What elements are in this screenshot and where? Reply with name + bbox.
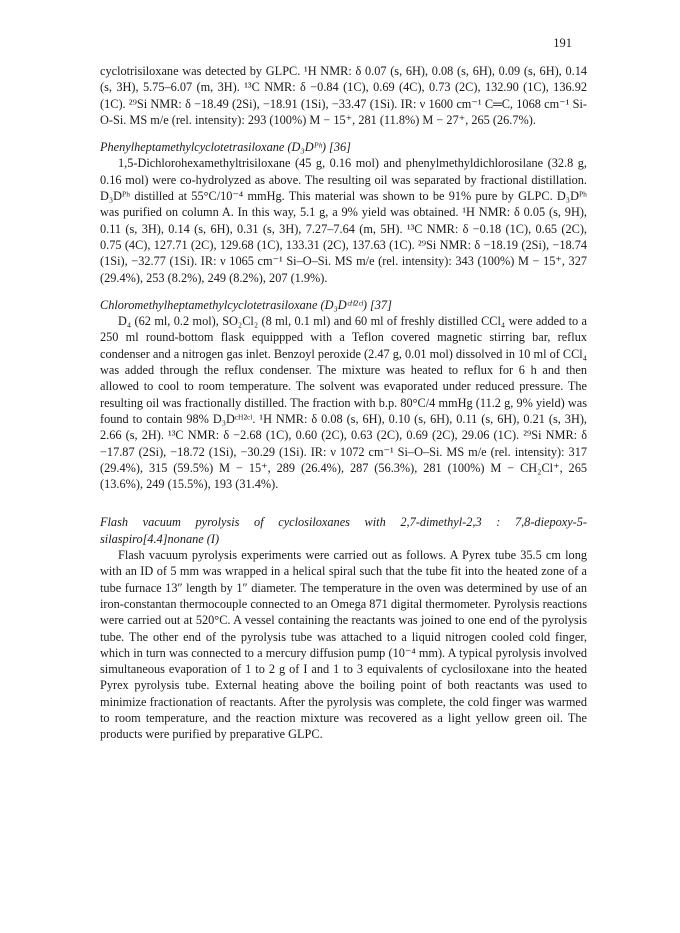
heading-flash-vacuum-pyrolysis: Flash vacuum pyrolysis of cyclosiloxanes with 2,7-dimethyl-2,3 : 7,8-diepoxy-5-silaspiro[4.4]nonane (I) (100, 515, 587, 546)
paragraph-d3dvinyl-data: cyclotrisiloxane was detected by GLPC. ¹H NMR: δ 0.07 (s, 6H), 0.08 (s, 6H), 0.09 (s, 6H), 0.14 (s, 3H), 5.75–6.07 (m, 3H). ¹³C NMR: δ −0.84 (1C), 0.69 (4C), 0.73 (2C), 132.90 (1C), 136.92 (1C). ²⁹Si NMR: δ −18.49 (2Si), −18.91 (1Si), −33.47 (1Si). IR: ν 1600 cm⁻¹ C═C, 1068 cm⁻¹ Si-O-Si. MS m/e (rel. intensity): 293 (100%) M − 15⁺, 281 (11.8%) M − 27⁺, 265 (26.7%). (100, 64, 587, 127)
page-number: 191 (553, 36, 572, 50)
section-spacer (100, 492, 587, 503)
heading-phenylheptamethylcyclotetrasiloxane: Phenylheptamethylcyclotetrasiloxane (D₃Dᴾʰ) [36] (100, 140, 351, 155)
paragraph-pyrolysis-procedure: Flash vacuum pyrolysis experiments were carried out as follows. A Pyrex tube 35.5 cm long with an ID of 5 mm was wrapped in a helical spiral such that the tube fit into the heated zone of a tube furnace 13″ length by 1″ diameter. The temperature in the oven was determined by use of an iron-constantan thermocouple connected to an Omega 871 digital thermometer. Pyrolysis reactions were carried out at 520°C. A vessel containing the reactants was joined to one end of the pyrolysis tube. The other end of the pyrolysis tube was attached to a liquid nitrogen cooled cold finger, which in turn was connected to a mercury diffusion pump (10⁻⁴ mm). A typical pyrolysis involved simultaneous evaporation of 1 to 2 g of I and 1 to 3 equivalents of cyclosiloxane into the heated Pyrex pyrolysis tube. External heating above the boiling point of both reactants was used to minimize fractionation of reactants. After the pyrolysis was complete, the cold finger was warmed to room temperature, and the reaction mixture was recovered as a light yellow green oil. The products were purified by preparative GLPC. (100, 548, 587, 742)
heading-chloromethylheptamethylcyclotetrasiloxane: Chloromethylheptamethylcyclotetrasiloxane (D₃Dᶜᴴ²ᶜˡ) [37] (100, 297, 392, 312)
article-body (100, 63, 587, 743)
paragraph-phenyl-procedure: 1,5-Dichlorohexamethyltrisiloxane (45 g, 0.16 mol) and phenylmethyldichlorosilane (32.8 g, 0.16 mol) were co-hydrolyzed as above. The resulting oil was separated by fractional distillation. D₃Dᴾʰ distilled at 55°C/10⁻⁴ mmHg. This material was shown to be 91% pure by GLPC. D₃Dᴾʰ was purified on column A. In this way, 5.1 g, a 9% yield was obtained. ¹H NMR: δ 0.05 (s, 9H), 0.11 (s, 3H), 0.14 (s, 6H), 0.31 (s, 3H), 7.27–7.64 (m, 5H). ¹³C NMR: δ −0.18 (1C), 0.65 (2C), 0.75 (4C), 127.71 (2C), 129.68 (1C), 133.31 (2C), 137.63 (1C). ²⁹Si NMR: δ −18.19 (2Si), −18.74 (1Si), −32.77 (1Si). IR: ν 1065 cm⁻¹ Si–O–Si. MS m/e (rel. intensity): 343 (100%) M − 15⁺, 327 (29.4%), 253 (8.2%), 249 (8.2%), 207 (1.9%). (100, 156, 587, 285)
paragraph-chloromethyl-procedure: D₄ (62 ml, 0.2 mol), SO₂Cl₂ (8 ml, 0.1 ml) and 60 ml of freshly distilled CCl₄ were added to a 250 ml round-bottom flask equippped with a Teflon covered magnetic stirring bar, reflux condenser and a nitrogen gas inlet. Benzoyl peroxide (2.47 g, 0.01 mol) dissolved in 10 ml of CCl₄ was added through the reflux condenser. The mixture was heated to reflux for 6 h and then allowed to cool to room temperature. The solvent was evaporated under reduced pressure. The resulting oil was fractionally distilled. The fraction with b.p. 80°C/4 mmHg (11.2 g, 9% yield) was found to contain 98% D₃Dᶜᴴ²ᶜˡ. ¹H NMR: δ 0.08 (s, 6H), 0.10 (s, 6H), 0.11 (s, 6H), 0.21 (s, 3H), 2.66 (s, 2H). ¹³C NMR: δ −2.68 (1C), 0.60 (2C), 0.63 (2C), 0.69 (2C), 29.06 (1C). ²⁹Si NMR: δ −17.87 (2Si), −18.72 (1Si), −30.29 (1Si). IR: ν 1072 cm⁻¹ Si–O–Si. MS m/e (rel. intensity): 317 (29.4%), 315 (59.5%) M − 15⁺, 289 (26.4%), 287 (56.3%), 281 (100%) M − CH₂Cl⁺, 265 (13.6%), 249 (15.5%), 193 (31.4%). (100, 314, 587, 492)
